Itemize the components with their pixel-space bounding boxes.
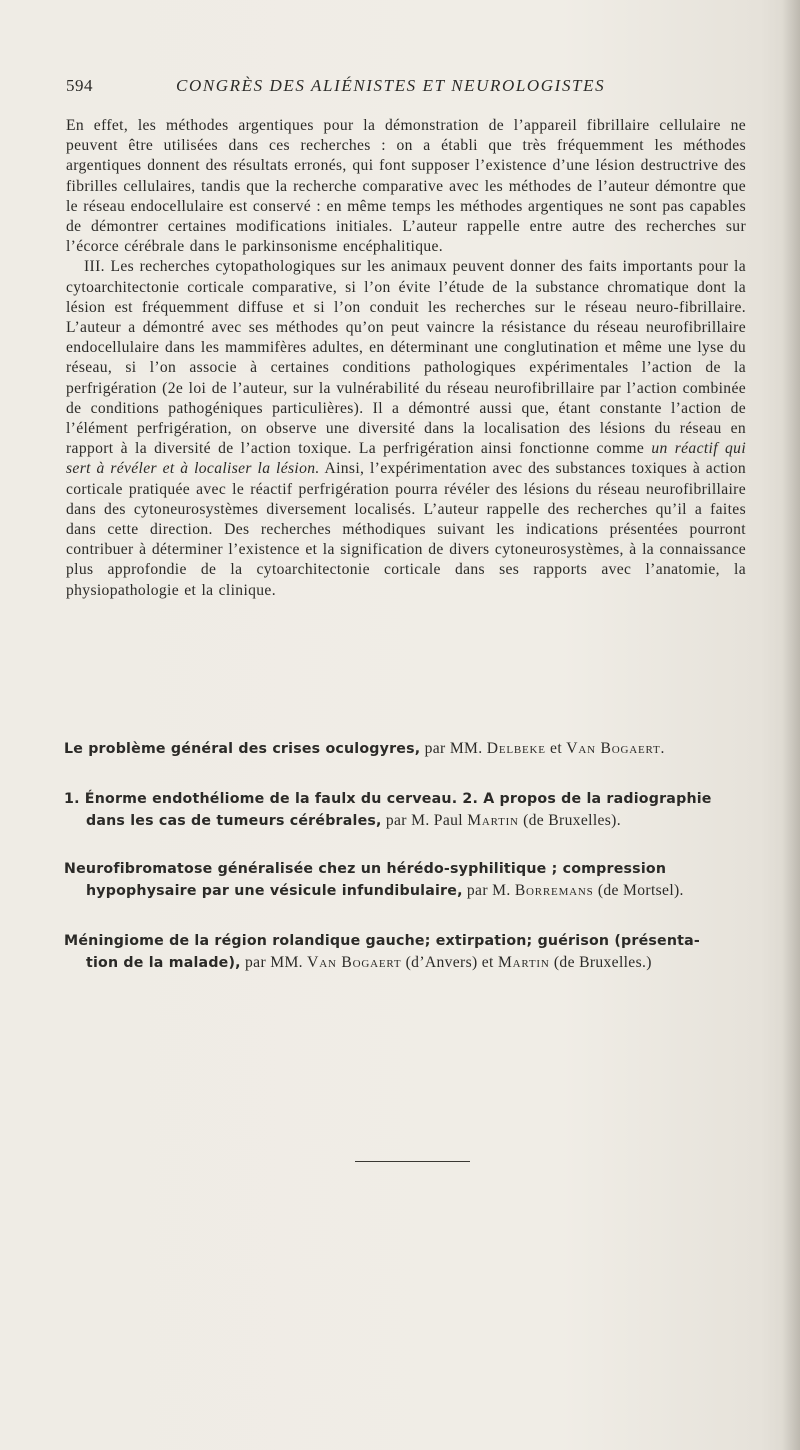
entry-title-line-2: hypophysaire par une vésicule infundibulaire, (86, 883, 463, 899)
entry-author-2: Van Bogaert. (566, 740, 666, 757)
entry-meningiome (64, 930, 754, 974)
paragraph-2-italic: un réactif qui sert à révéler et à localiser la lésion. (66, 440, 747, 478)
entry-author: Delbeke (486, 740, 546, 757)
entry-neurofibromatose (64, 858, 754, 902)
paragraph-1: En effet, les méthodes argentiques pour la démonstration de l’appareil fibrillaire cellulaire ne peuvent être utilisées dans ces recherches : on a établi que très fréquemment les méthodes argentiques donnent des résultats erronés, qui font supposer l’existence d’une lésion destructrive des fibrilles cellulaires, tandis que la recherche comparative avec les méthodes de l’auteur démontre que le réseau endocellulaire est conservé : en même temps les méthodes argentiques ne sont pas capables de démontrer certaines modifications initiales. L’auteur rappelle entre autre des recherches sur l’écorce cérébrale dans le parkinsonisme encéphalitique. (66, 117, 746, 256)
entry-author-2: Martin (498, 954, 550, 971)
entry-place: (de Mortsel). (597, 882, 684, 899)
page-number: 594 (66, 76, 93, 95)
entry-title-line-2: dans les cas de tumeurs cérébrales, (86, 813, 382, 829)
running-title: CONGRÈS DES ALIÉNISTES ET NEUROLOGISTES (176, 76, 606, 95)
entry-author: Van Bogaert (307, 954, 402, 971)
entry-place-2: (de Bruxelles.) (553, 954, 652, 971)
body-text (66, 116, 746, 601)
entry-by: par M. (466, 882, 511, 899)
entry-and: et (550, 740, 563, 757)
entry-title-line-1: 1. Énorme endothéliome de la faulx du cerveau. 2. A propos de la radiographie (64, 791, 712, 807)
entry-second-line (64, 880, 754, 902)
entry-by: par MM. (424, 740, 483, 757)
entry-author: Borremans (514, 882, 594, 899)
entry-second-line (64, 810, 754, 832)
entry-second-line (64, 952, 754, 974)
entry-title-line-2: tion de la malade), (86, 955, 241, 971)
entry-title-line-1: Neurofibromatose généralisée chez un hérédo-syphilitique ; compression (64, 861, 667, 877)
entry-by: par MM. (245, 954, 303, 971)
entry-author: Martin (467, 812, 519, 829)
book-spine-shadow (782, 0, 800, 1450)
paragraph-2-part-b: Ainsi, l’expérimentation avec des substances toxiques à action corticale pratiquée avec le réactif perfrigération pourra révéler des lésions du réseau neurofibrillaire dans des cytoneurosystèmes diversement localisés. L’auteur rappelle des recherches qu’il a faites dans cette direction. Des recherches méthodiques suivant les indications présentées pourront contribuer à déterminer l’existence et la signification de divers cytoneurosystèmes, à la connaissance plus approfondie de la cytoarchitectonie corticale dans ses rapports avec l’anatomie, la physiopathologie et la clinique. (66, 460, 747, 599)
entry-crises-oculogyres (64, 738, 754, 760)
entry-place: (d’Anvers) et (405, 954, 494, 971)
page-header (66, 76, 686, 102)
entry-by: par M. Paul (385, 812, 463, 829)
entry-title-line-1: Méningiome de la région rolandique gauche; extirpation; guérison (présenta- (64, 933, 701, 949)
entry-place: (de Bruxelles). (523, 812, 621, 829)
paragraph-2-part-a: III. Les recherches cytopathologiques sur les animaux peuvent donner des faits importants pour la cytoarchitectonie corticale comparative, si l’on évite l’étude de la substance chromatique dont la lésion est fréquemment diffuse et si l’on conduit les recherches sur le réseau neuro-fibrillaire. L’auteur a démontré avec ses méthodes qu’on peut vaincre la résistance du réseau neurofibrillaire endocellulaire dans les mammifères adultes, en déterminant une conglutination et même une lyse du réseau, si l’on associe à certaines conditions pathologiques expérimentales l’action de la perfrigération (2e loi de l’auteur, sur la vulnérabilité du réseau neurofibrillaire par l’action combinée de conditions pathogéniques particulières). Il a démontré aussi que, étant constante l’action de l’élément perfrigération, on observe une diversité dans la localisation des lésions du réseau en rapport à la diversité de l’action toxique. La perfrigération ainsi fonctionne comme (66, 258, 746, 458)
entry-title: Le problème général des crises oculogyres, (64, 741, 421, 757)
entry-endotheliome (64, 788, 754, 832)
communications-list (64, 738, 754, 1002)
paragraph-2 (66, 257, 746, 600)
section-end-rule (355, 1161, 470, 1162)
